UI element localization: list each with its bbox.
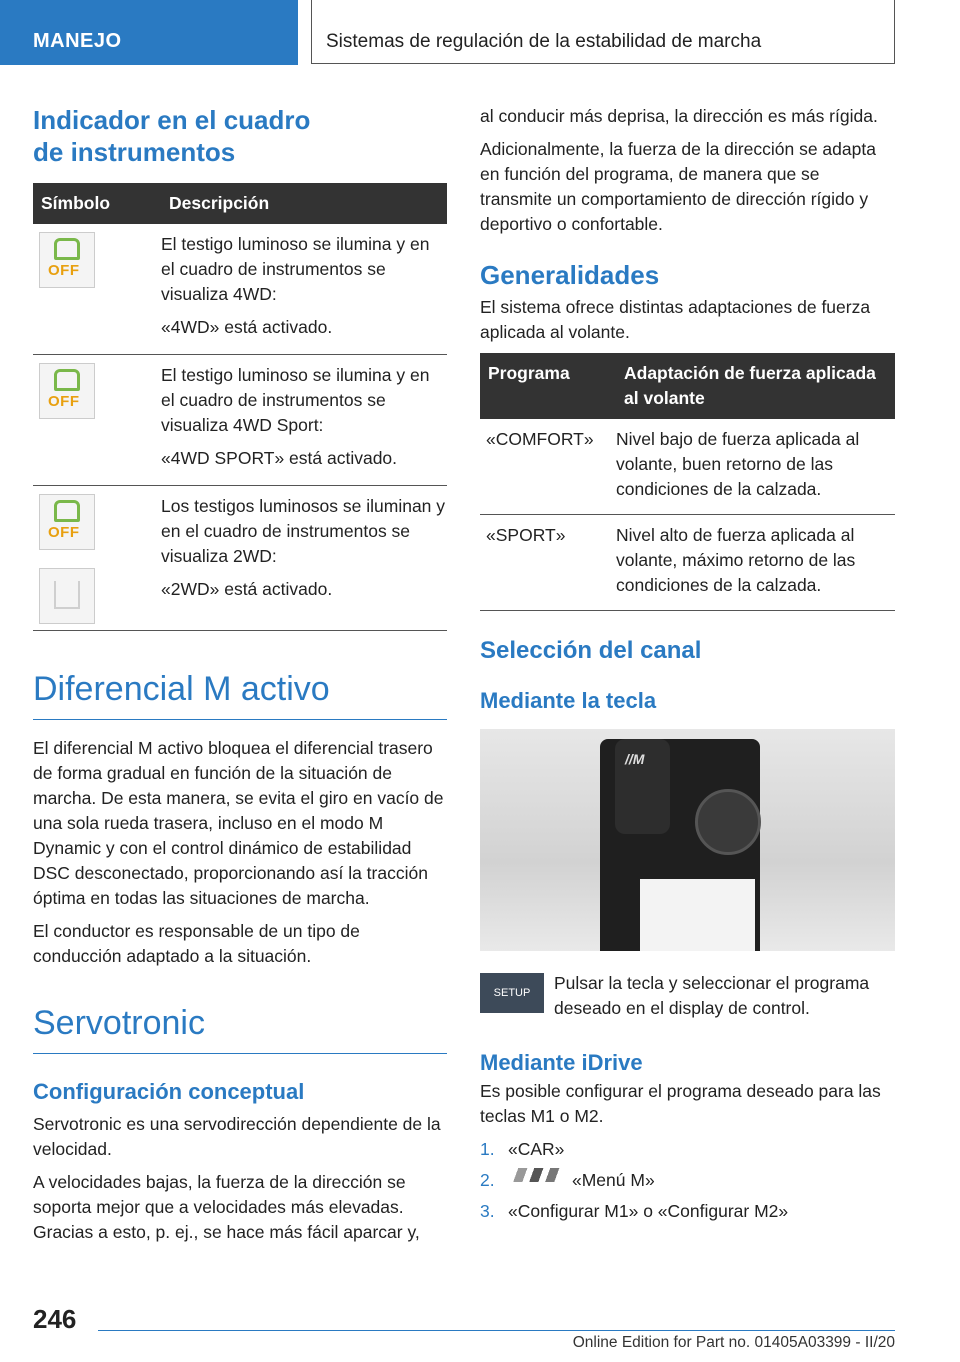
row-description: El testigo luminoso se ilumina y en el cuadro de instrumentos se visualiza 4WD Sport: bbox=[161, 365, 430, 435]
indicator-heading: Indicador en el cuadro de instrumentos bbox=[33, 105, 311, 167]
table-row bbox=[33, 355, 447, 486]
col-header-description: Descripción bbox=[161, 183, 447, 224]
continued-paragraph-1: al conducir más deprisa, la dirección es más rígida. bbox=[480, 106, 878, 126]
page-number: 246 bbox=[33, 1304, 77, 1334]
general-heading: Generalidades bbox=[480, 260, 660, 290]
m-menu-icon bbox=[508, 1168, 560, 1182]
header-title-box bbox=[311, 0, 895, 64]
program-description: Nivel bajo de fuerza aplicada al volante, buen retorno de las condiciones de la calzada. bbox=[616, 419, 895, 515]
concept-paragraph-2: A velocidades bajas, la fuerza de la dirección se soporta mejor que a velocidades más elevadas. Gracias a esto, p. ej., se hace más fácil aparcar y, bbox=[33, 1172, 420, 1242]
row-description: Los testigos luminosos se iluminan y en el cuadro de instrumentos se visualiza 2WD: bbox=[161, 496, 446, 566]
row-status: «4WD SPORT» está activado. bbox=[161, 448, 398, 468]
diff-paragraph-2: El conductor es responsable de un tipo de conducción adaptado a la situación. bbox=[33, 921, 360, 966]
header-title: Sistemas de regulación de la estabilidad de marcha bbox=[326, 31, 762, 52]
setup-text: Pulsar la tecla y seleccionar el programa deseado en el display de control. bbox=[554, 973, 870, 1018]
header-section-tab bbox=[0, 0, 298, 65]
col-header-adaptation: Adaptación de fuerza aplicada al volante bbox=[616, 353, 895, 419]
program-name: «SPORT» bbox=[480, 515, 616, 611]
table-row bbox=[480, 419, 895, 515]
diff-heading: Diferencial M activo bbox=[33, 669, 447, 720]
center-console-photo: //M bbox=[480, 729, 895, 951]
general-paragraph: El sistema ofrece distintas adaptaciones de fuerza aplicada al volante. bbox=[480, 297, 871, 342]
concept-heading: Configuración conceptual bbox=[33, 1079, 305, 1104]
list-item: 2. «Menú M» bbox=[480, 1170, 655, 1190]
col-header-symbol: Símbolo bbox=[33, 183, 161, 224]
left-column bbox=[33, 104, 447, 1253]
continued-paragraph-2: Adicionalmente, la fuerza de la dirección se adapta en función del programa, de manera que se transmite un comportamiento de dirección rígido y deportivo o confortable. bbox=[480, 139, 876, 234]
table-row bbox=[33, 224, 447, 355]
list-item: 1. «CAR» bbox=[480, 1139, 565, 1159]
footer-divider bbox=[98, 1330, 895, 1331]
idrive-paragraph: Es posible configurar el programa deseado para las teclas M1 o M2. bbox=[480, 1081, 881, 1126]
footer-edition: Online Edition for Part no. 01405A03399 - II/20 bbox=[572, 1334, 895, 1351]
indicator-table bbox=[33, 183, 447, 631]
row-status: «4WD» está activado. bbox=[161, 317, 333, 337]
row-description: El testigo luminoso se ilumina y en el cuadro de instrumentos se visualiza 4WD: bbox=[161, 234, 430, 304]
dsc-off-warning-icon: OFF bbox=[39, 494, 95, 550]
dsc-off-warning-icon: OFF bbox=[39, 363, 95, 419]
program-name: «COMFORT» bbox=[480, 419, 616, 515]
header-section: MANEJO bbox=[33, 30, 122, 52]
key-heading: Mediante la tecla bbox=[480, 688, 657, 713]
dsc-off-warning-icon: OFF bbox=[39, 232, 95, 288]
program-table bbox=[480, 353, 895, 611]
2wd-drivetrain-icon bbox=[39, 568, 95, 624]
col-header-program: Programa bbox=[480, 353, 616, 419]
setup-instruction bbox=[480, 971, 895, 1029]
row-status: «2WD» está activado. bbox=[161, 579, 333, 599]
diff-paragraph-1: El diferencial M activo bloquea el diferencial trasero de forma gradual en función de la situación de marcha. De esta manera, se evita el giro en vacío de una sola rueda trasera, incluso en el modo M Dynamic y con el control dinámico de estabilidad DSC desconectado, proporcionando así la tracción óptima en todas las situaciones de marcha. bbox=[33, 738, 444, 908]
channel-heading: Selección del canal bbox=[480, 637, 702, 664]
idrive-heading: Mediante iDrive bbox=[480, 1050, 643, 1075]
servotronic-heading: Servotronic bbox=[33, 1003, 447, 1054]
table-row bbox=[480, 515, 895, 611]
right-column bbox=[480, 104, 895, 1230]
list-item: 3. «Configurar M1» o «Configurar M2» bbox=[480, 1201, 789, 1221]
table-row bbox=[33, 486, 447, 631]
setup-key-icon: SETUP bbox=[480, 973, 544, 1013]
concept-paragraph-1: Servotronic es una servodirección dependiente de la velocidad. bbox=[33, 1114, 441, 1159]
program-description: Nivel alto de fuerza aplicada al volante, máximo retorno de las condiciones de la calzada. bbox=[616, 515, 895, 611]
idrive-steps bbox=[480, 1137, 895, 1224]
